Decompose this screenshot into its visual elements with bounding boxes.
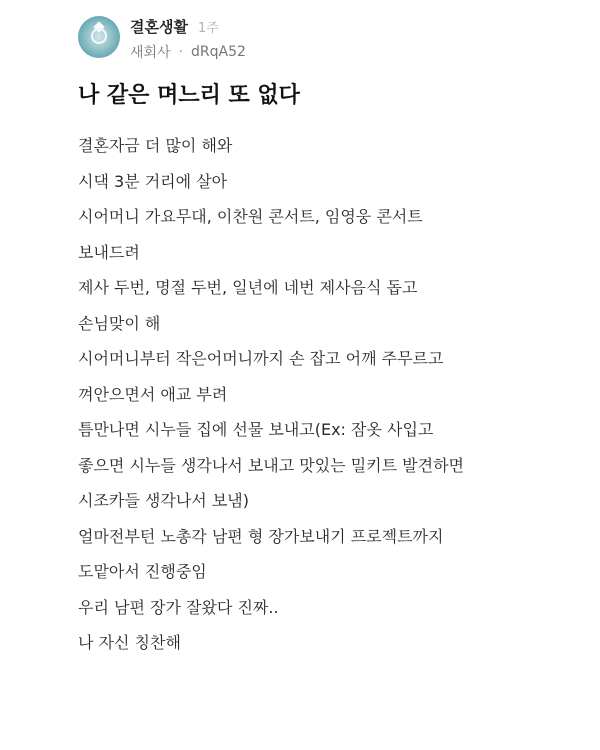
author-id[interactable]: dRqA52 [191,44,246,60]
body-line: 시어머니부터 작은어머니까지 손 잡고 어깨 주무르고 [78,349,444,368]
body-line: 시조카들 생각나서 보냄) [78,491,249,510]
ring-band [91,28,107,44]
body-line: 시댁 3분 거리에 살아 [78,171,228,191]
meta-separator: · [178,44,184,60]
post-time: 1주 [197,21,219,36]
author-company[interactable]: 새회사 [130,45,171,61]
body-line: 나 자신 칭찬해 [78,633,181,652]
author-meta [130,42,246,62]
body-line: 좋으면 시누들 생각나서 보내고 맛있는 밀키트 발견하면 [78,455,465,475]
body-line: 껴안으면서 애교 부려 [78,384,228,404]
body-line: 틈만나면 시누들 집에 선물 보내고(Ex: 잠옷 사입고 [78,420,434,439]
post-body [78,128,464,661]
author-avatar[interactable] [78,16,120,58]
body-line: 결혼자금 더 많이 해와 [78,136,233,155]
body-line: 제사 두번, 명절 두번, 일년에 네번 제사음식 돕고 [78,278,418,297]
post-header [130,16,219,37]
board-name[interactable]: 결혼생활 [130,18,188,36]
post-title: 나 같은 며느리 또 없다 [78,83,300,108]
body-line: 얼마전부턴 노총각 남편 형 장가보내기 프로젝트까지 [78,526,444,546]
body-line: 시어머니 가요무대, 이찬원 콘서트, 임영웅 콘서트 [78,207,423,226]
body-line: 손님맞이 해 [78,313,161,333]
body-line: 보내드려 [78,242,140,262]
body-line: 도맡아서 진행중임 [78,562,207,581]
body-line: 우리 남편 장가 잘왔다 진짜.. [78,597,279,617]
